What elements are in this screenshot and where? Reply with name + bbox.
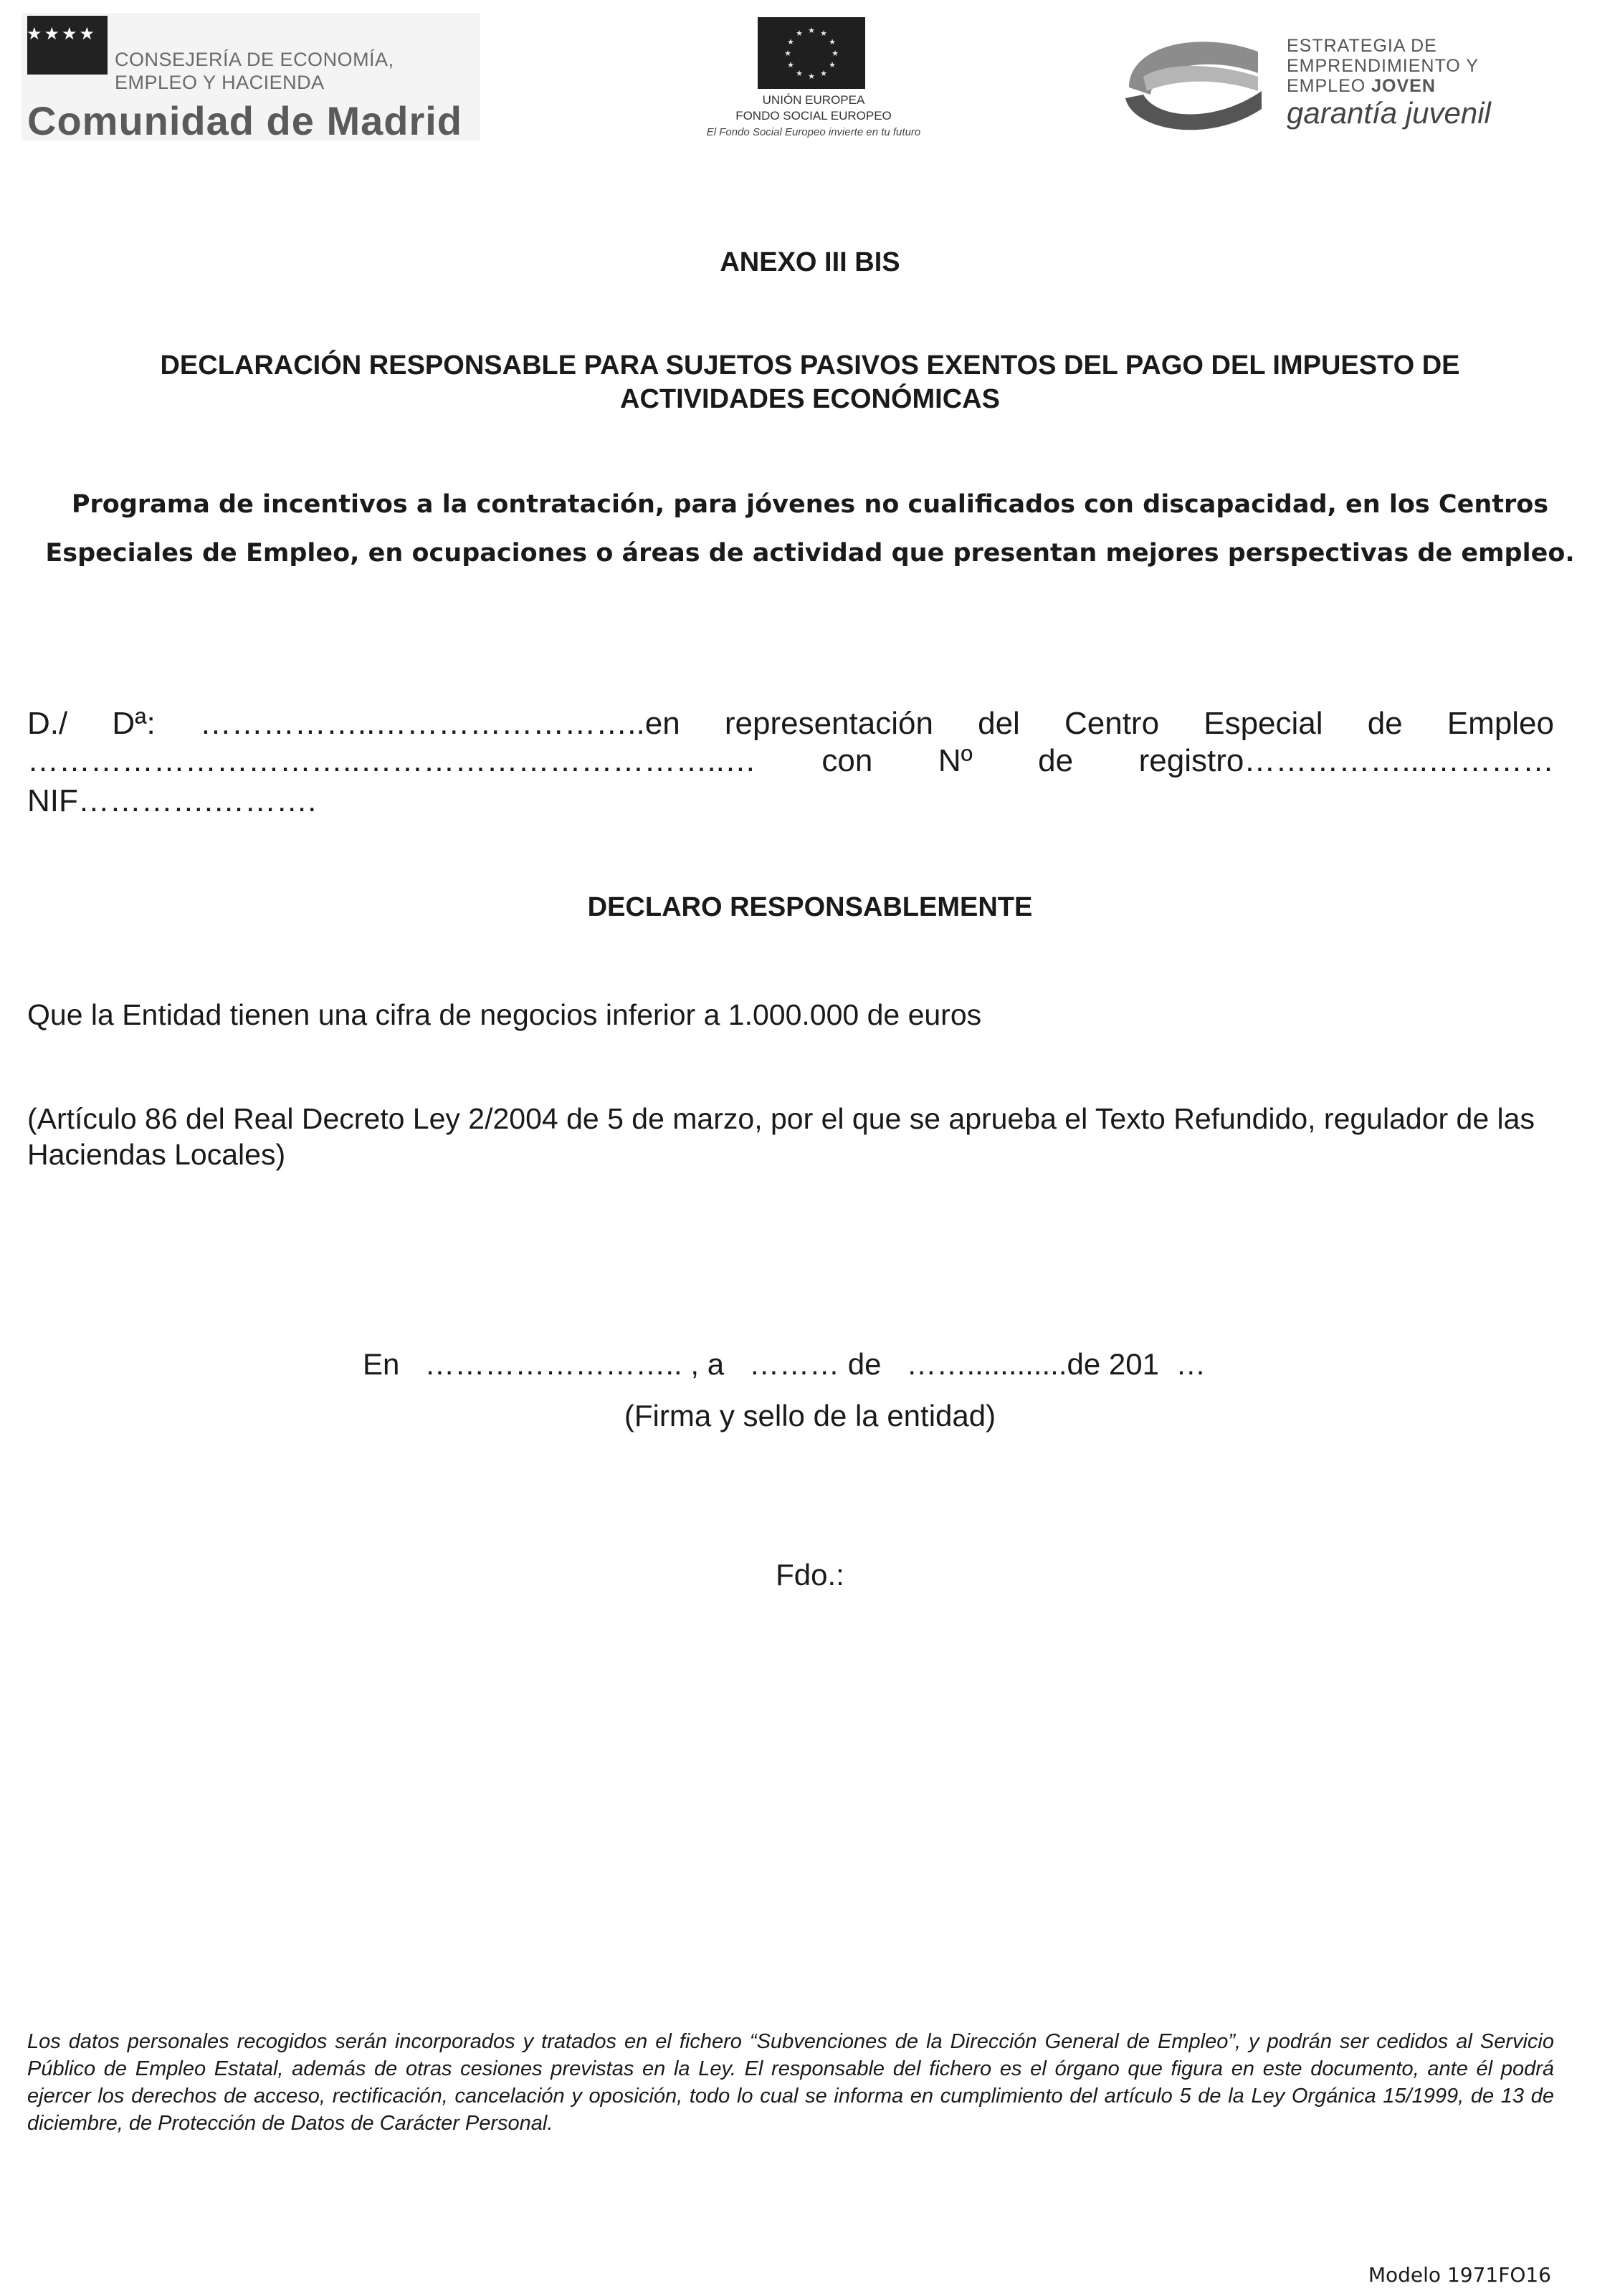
declarant-nif-line: NIF………….……….	[27, 783, 317, 818]
garantia-line3-a: EMPLEO	[1287, 76, 1372, 96]
program-description-line2: Especiales de Empleo, en ocupaciones o áreas de actividad que presentan mejores perspectivas de empleo.	[45, 539, 1575, 568]
garantia-line3-b: JOVEN	[1371, 76, 1436, 96]
svg-text:★: ★	[829, 37, 836, 47]
eu-fund-label: FONDO SOCIAL EUROPEO	[735, 109, 892, 123]
svg-text:★: ★	[784, 49, 791, 58]
legal-reference-text: (Artículo 86 del Real Decreto Ley 2/2004 de 5 de marzo, por el que se aprueba el Texto Refundido, regulador de las Haciendas Locales)	[27, 1102, 1535, 1171]
statement-text: Que la Entidad tienen una cifra de negocios inferior a 1.000.000 de euros	[27, 998, 982, 1031]
svg-text:★: ★	[820, 29, 827, 38]
signed-by-label: Fdo.:	[776, 1558, 844, 1592]
svg-text:★: ★	[808, 72, 815, 81]
garantia-slogan: garantía juvenil	[1287, 96, 1491, 130]
garantia-line1: ESTRATEGIA DE	[1287, 36, 1437, 56]
madrid-department-line1: CONSEJERÍA DE ECONOMÍA,	[115, 49, 394, 70]
comunidad-de-madrid-logo	[22, 13, 480, 143]
madrid-department-line2: EMPLEO Y HACIENDA	[115, 72, 325, 93]
garantia-line2: EMPRENDIMIENTO Y	[1287, 56, 1479, 76]
svg-text:★: ★	[787, 37, 794, 47]
madrid-stars: ★★★★	[26, 24, 97, 44]
svg-text:★: ★	[820, 69, 827, 78]
model-code: Modelo 1971FO16	[1368, 2263, 1551, 2287]
svg-text:★: ★	[829, 60, 836, 70]
document-title-line2: ACTIVIDADES ECONÓMICAS	[620, 384, 1000, 414]
svg-text:★: ★	[787, 60, 794, 70]
garantia-swirl-icon	[1115, 23, 1272, 145]
garantia-juvenil-logo	[1115, 23, 1581, 148]
annex-title: ANEXO III BIS	[720, 247, 900, 277]
signature-label: (Firma y sello de la entidad)	[624, 1399, 996, 1432]
declare-heading: DECLARO RESPONSABLEMENTE	[587, 892, 1033, 922]
declarant-line1: D./ Dª: ……………..……………………..en representación del Centro Especial de Empleo	[27, 706, 1554, 741]
eu-flag-icon	[758, 17, 865, 89]
declarant-line2: …………………………..……………………………..… con Nº de registro……………...…………	[27, 743, 1554, 778]
svg-text:★: ★	[832, 49, 839, 58]
document-title-line1: DECLARACIÓN RESPONSABLE PARA SUJETOS PASIVOS EXENTOS DEL PAGO DEL IMPUESTO DE	[160, 350, 1460, 381]
svg-text:★: ★	[796, 69, 803, 78]
garantia-line3	[1287, 76, 1436, 97]
madrid-name: Comunidad de Madrid	[27, 98, 462, 143]
svg-text:★: ★	[796, 29, 803, 38]
eu-slogan: El Fondo Social Europeo invierte en tu futuro	[706, 126, 921, 138]
data-protection-notice: Los datos personales recogidos serán incorporados y tratados en el fichero “Subvenciones de la Dirección General de Empleo”, y podrán ser cedidos al Servicio Público de Empleo Estatal, además de otras cesiones previstas en la Ley. El responsable del fichero es el órgano que figura en este documento, ante él podrá ejercer los derechos de acceso, rectificación, cancelación y oposición, todo lo cual se informa en cumplimiento del artículo 5 de la Ley Orgánica 15/1999, de 13 de diciembre, de Protección de Datos de Carácter Personal.	[27, 2030, 1554, 2135]
svg-text:★: ★	[808, 26, 815, 35]
union-europea-logo	[688, 13, 939, 149]
place-date-line: En …………………….. , a ……… de ……............de 201 …	[363, 1347, 1206, 1381]
program-description-line1: Programa de incentivos a la contratación, para jóvenes no cualificados con discapacidad, en los Centros	[71, 490, 1549, 519]
eu-label: UNIÓN EUROPEA	[762, 93, 865, 107]
